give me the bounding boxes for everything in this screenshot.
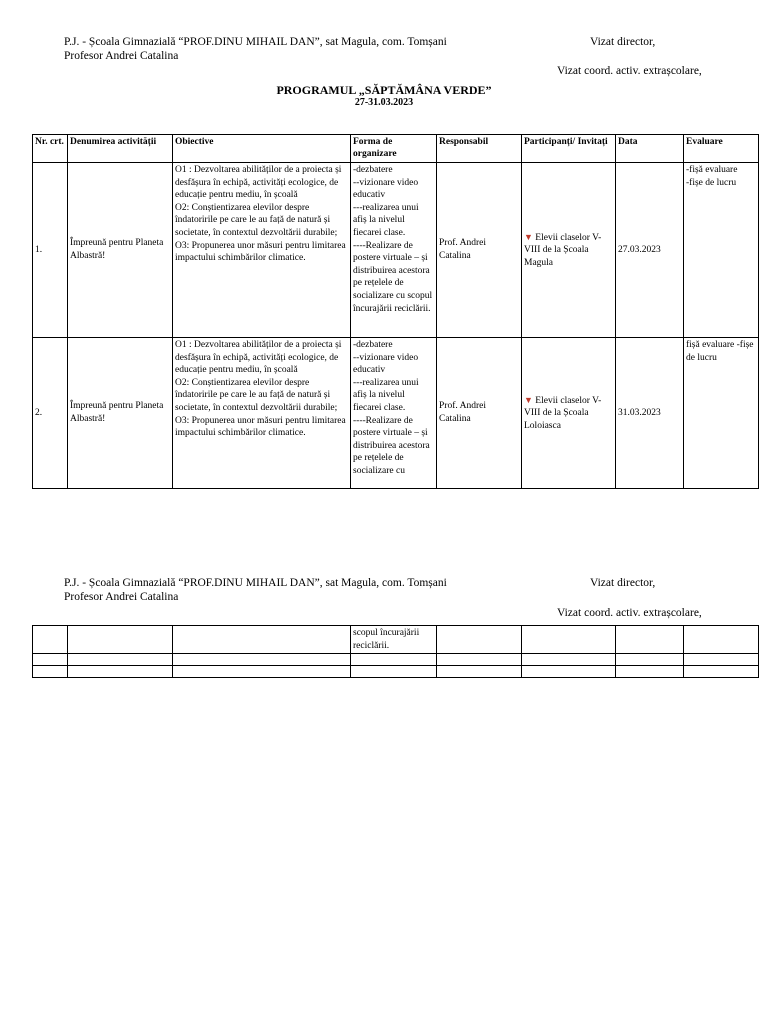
table-row [33, 654, 759, 666]
header-activity: Denumirea activității [68, 135, 173, 163]
participants-cell [522, 163, 616, 338]
table-row [33, 338, 759, 489]
teacher-line: Profesor Andrei Catalina [64, 50, 179, 62]
form-continuation: scopul încurajării reciclării. [351, 626, 437, 654]
form-text: -dezbatere --vizionare video educativ ---realizarea unui afiș la nivelul fiecarei clase. ----Realizare de postere virtuale – și distribuirea acestora pe rețelele de socializare cu [353, 340, 430, 476]
row-number: 1. [33, 163, 68, 338]
header-responsible: Responsabil [437, 135, 522, 163]
responsible-name: Prof. Andrei Catalina [437, 163, 522, 338]
form-text: -dezbatere --vizionare video educativ ---realizarea unui afiș la nivelul fiecarei clase. ----Realizare de postere virtuale – și distribuirea acestora pe rețelele de socializare cu scopul încurajării reciclării. [353, 165, 433, 314]
evaluation-cell [684, 338, 759, 489]
program-dates: 27-31.03.2023 [354, 97, 414, 108]
objectives-text: O1 : Dezvoltarea abilităților de a proiecta și desfășura în echipă, activități ecologice, de educație pentru mediu, în școală O2: Conștientizarea elevilor despre îndatoririle pe care le au față de natură și societate, în contextul dezvoltării durabile; O3: Propunerea unor măsuri pentru limitarea impactului schimbărilor climatice. [175, 165, 346, 264]
table-header-row [33, 135, 759, 163]
participants-text: Elevii claselor V-VIII de la Școala Magula [524, 232, 602, 268]
header-date: Data [616, 135, 684, 163]
header-participants: Participanți/ Invitați [522, 135, 616, 163]
table-row [33, 666, 759, 678]
coord-approval-repeat: Vizat coord. activ. extrașcolare, [557, 607, 702, 619]
bullet-icon: ▼ [524, 231, 533, 242]
row-number: 2. [33, 338, 68, 489]
table-row [33, 163, 759, 338]
form-cell [351, 338, 437, 489]
teacher-line-repeat: Profesor Andrei Catalina [64, 591, 179, 603]
evaluation-text: -fișă evaluare -fișe de lucru [686, 165, 738, 188]
participants-cell [522, 338, 616, 489]
responsible-name: Prof. Andrei Catalina [437, 338, 522, 489]
header-form: Forma de organizare [351, 135, 437, 163]
director-approval-repeat: Vizat director, [590, 577, 656, 589]
evaluation-cell [684, 163, 759, 338]
table-row [33, 626, 759, 654]
participants-text: Elevii claselor V-VIII de la Școala Loloiasca [524, 395, 602, 431]
continuation-table [32, 625, 759, 678]
header-evaluation: Evaluare [684, 135, 759, 163]
form-cell [351, 163, 437, 338]
objectives-cell [173, 338, 351, 489]
activity-date: 31.03.2023 [616, 338, 684, 489]
activity-name: Împreună pentru Planeta Albastră! [68, 338, 173, 489]
program-table [32, 134, 759, 489]
header-objectives: Obiective [173, 135, 351, 163]
activity-date: 27.03.2023 [616, 163, 684, 338]
program-title: PROGRAMUL „SĂPTĂMÂNA VERDE” [276, 83, 492, 97]
bullet-icon: ▼ [524, 394, 533, 405]
activity-name: Împreună pentru Planeta Albastră! [68, 163, 173, 338]
header-nr: Nr. crt. [33, 135, 68, 163]
director-approval: Vizat director, [590, 36, 656, 48]
objectives-cell [173, 163, 351, 338]
school-line-repeat: P.J. - Școala Gimnazială “PROF.DINU MIHAIL DAN”, sat Magula, com. Tomșani [64, 577, 447, 589]
coord-approval: Vizat coord. activ. extrașcolare, [557, 65, 702, 77]
objectives-text: O1 : Dezvoltarea abilităților de a proiecta și desfășura în echipă, activități ecologice, de educație pentru mediu, în școală O2: Conștientizarea elevilor despre îndatoririle pe care le au față de natură și societate, în contextul dezvoltării durabile; O3: Propunerea unor măsuri pentru limitarea impactului schimbărilor climatice. [175, 340, 346, 439]
evaluation-text: fișă evaluare -fișe de lucru [686, 340, 754, 363]
school-line: P.J. - Școala Gimnazială “PROF.DINU MIHAIL DAN”, sat Magula, com. Tomșani [64, 36, 447, 48]
